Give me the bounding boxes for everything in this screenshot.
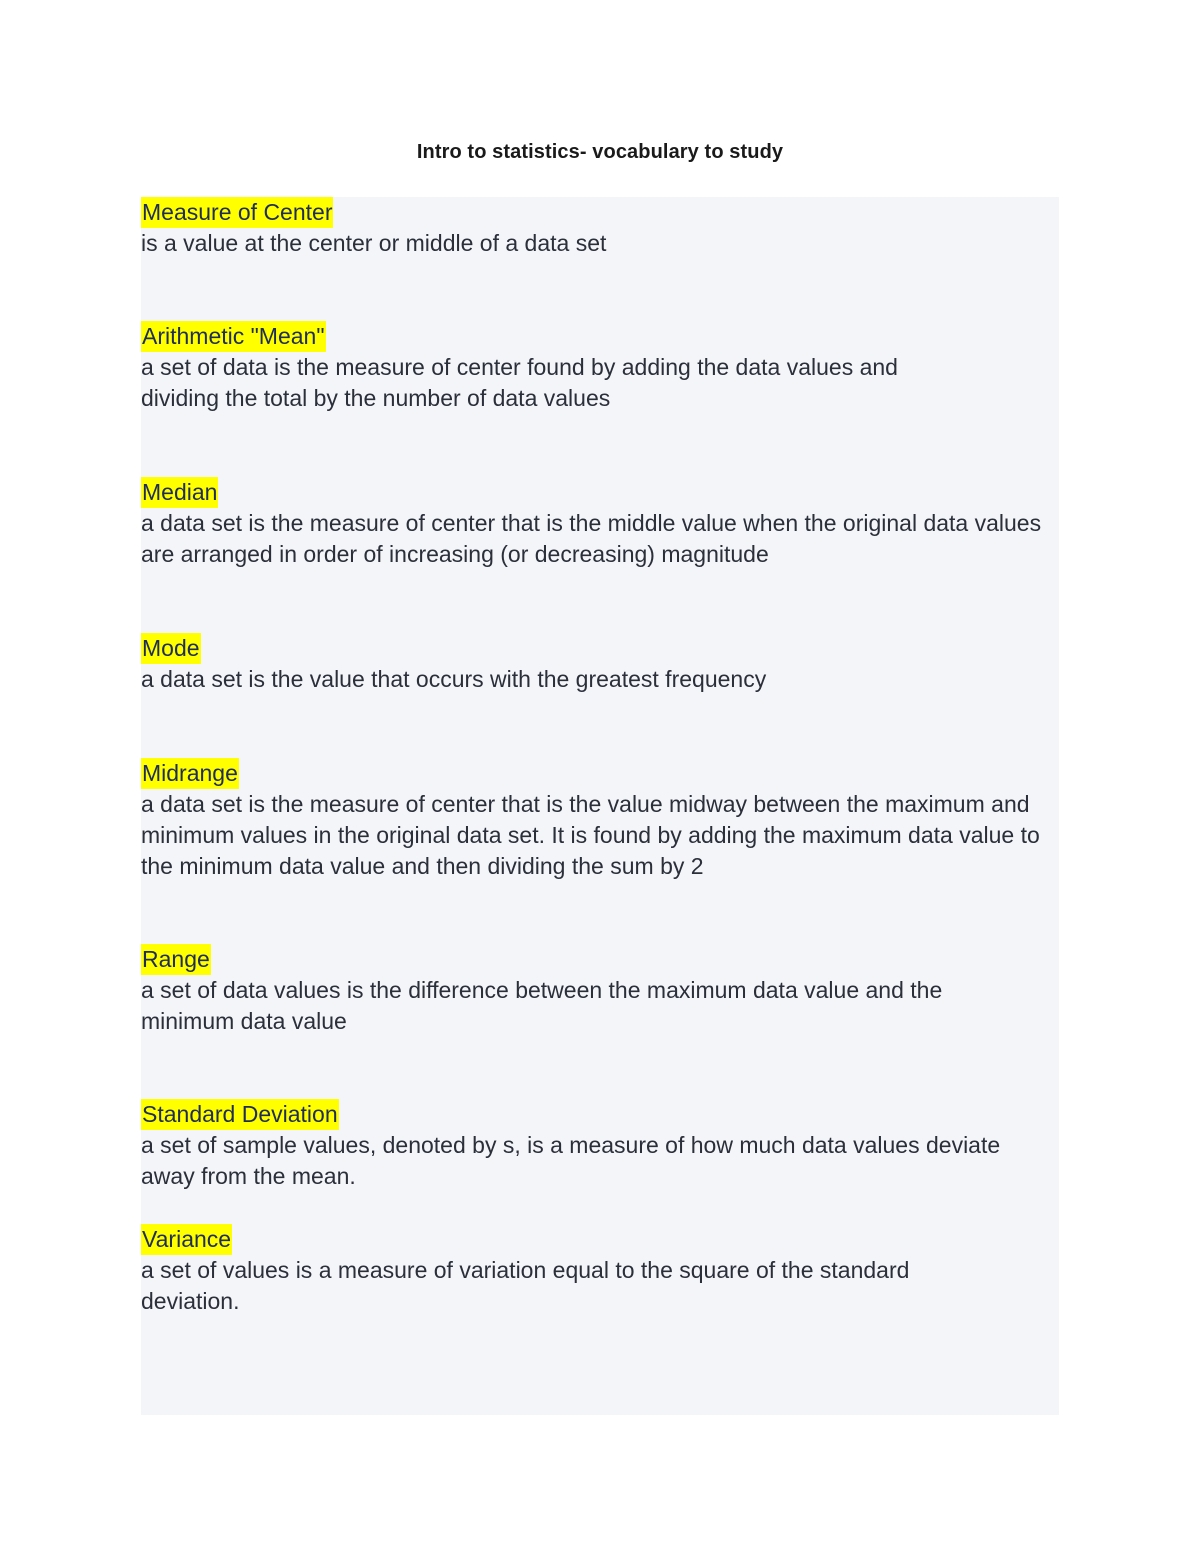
vocab-definition: is a value at the center or middle of a data set [141, 230, 607, 256]
vocab-term: Standard Deviation [141, 1099, 339, 1130]
vocab-term: Range [141, 944, 211, 975]
vocab-term: Mode [141, 633, 201, 664]
vocab-entry-arithmetic-mean [141, 321, 1059, 414]
vocab-definition: a set of data is the measure of center found by adding the data values and dividing the total by the number of data values [141, 354, 898, 411]
vocab-definition: a data set is the measure of center that is the middle value when the original data values are arranged in order of increasing (or decreasing) magnitude [141, 510, 1042, 567]
vocab-term: Variance [141, 1224, 232, 1255]
vocab-definition: a data set is the value that occurs with the greatest frequency [141, 666, 767, 692]
vocab-definition: a set of data values is the difference between the maximum data value and the minimum data value [141, 977, 943, 1034]
vocabulary-panel [141, 197, 1059, 1415]
vocab-definition: a set of sample values, denoted by s, is a measure of how much data values deviate away from the mean. [141, 1132, 1001, 1189]
vocab-definition: a data set is the measure of center that is the value midway between the maximum and minimum values in the original data set. It is found by adding the maximum data value to the minimum data value and then dividing the sum by 2 [141, 791, 1040, 879]
vocab-definition: a set of values is a measure of variation equal to the square of the standard deviation. [141, 1257, 910, 1314]
vocab-entry-median [141, 477, 1059, 570]
vocab-term: Midrange [141, 758, 239, 789]
vocab-entry-range [141, 944, 1059, 1037]
vocab-entry-midrange [141, 758, 1059, 882]
vocab-term: Arithmetic "Mean" [141, 321, 326, 352]
vocab-term: Measure of Center [141, 197, 333, 228]
vocab-entry-standard-deviation [141, 1099, 1059, 1192]
vocab-term: Median [141, 477, 218, 508]
vocab-entry-mode [141, 633, 1059, 695]
page-title: Intro to statistics- vocabulary to study [416, 141, 784, 163]
vocab-entry-variance [141, 1224, 1059, 1317]
vocab-entry-measure-of-center [141, 197, 1059, 259]
